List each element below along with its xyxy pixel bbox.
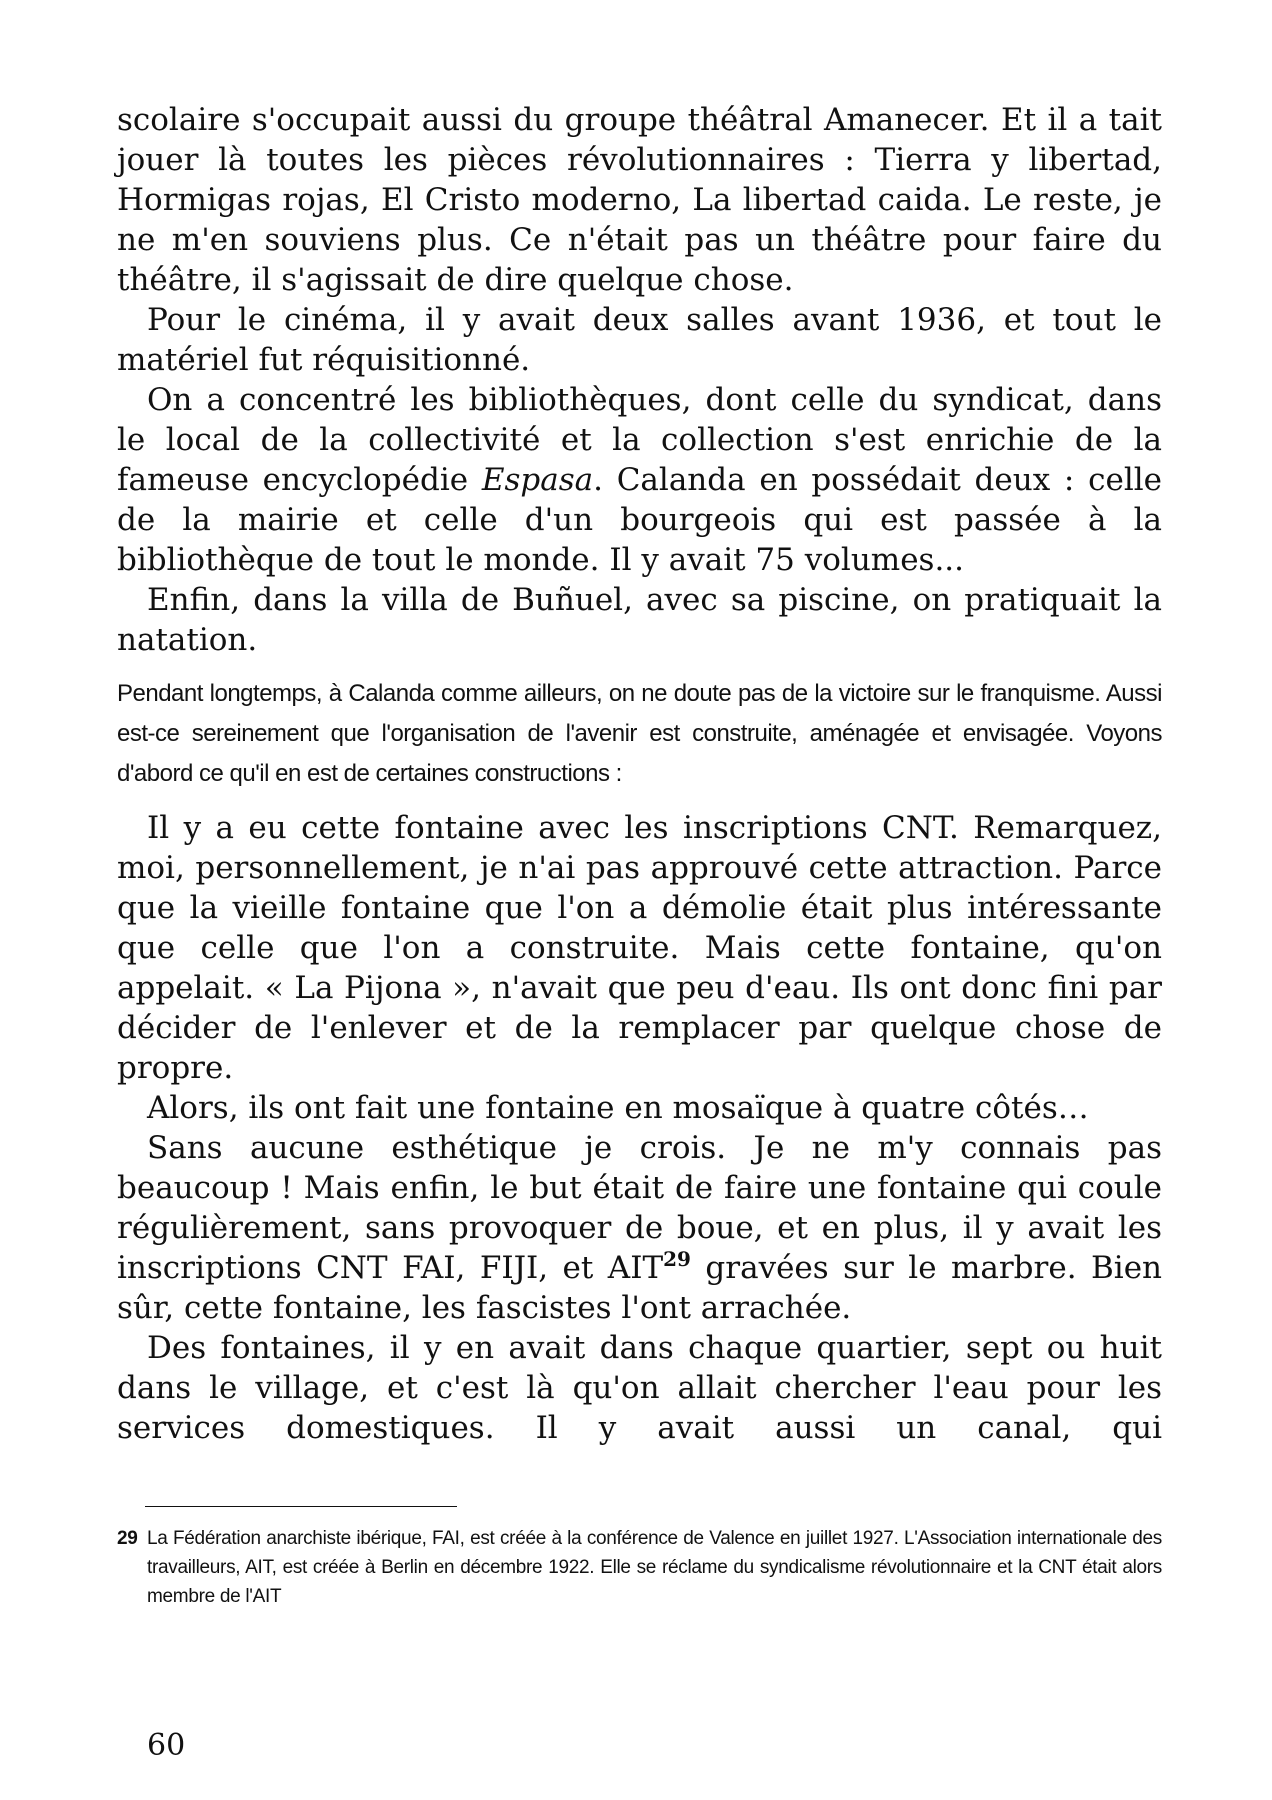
paragraph-fountain: Il y a eu cette fontaine avec les inscriptions CNT. Remarquez, moi, personnellement, je n'ai pas approuvé cette attraction. Parce que la vieille fontaine que l'on a démolie était plus intéressante que celle que l'on a construite. Mais cette fontaine, qu'on appelait. « La Pijona », n'avait que peu d'eau. Ils ont donc fini par décider de l'enlever et de la remplacer par quelque chose de propre. <box>117 810 1162 1086</box>
paragraph-inscriptions-text-1: Sans aucune esthétique je crois. Je ne m'y connais pas beaucoup ! Mais enfin, le but était de faire une fontaine qui coule régulièrement, sans provoquer de boue, et en plus, il y avait les inscriptions CNT FAI, FIJI, et AIT <box>117 1130 1162 1286</box>
footnote-number: 29 <box>117 1528 138 1549</box>
footnote <box>117 1524 1162 1611</box>
paragraph-mosaic: Alors, ils ont fait une fontaine en mosaïque à quatre côtés… <box>147 1090 1089 1126</box>
paragraph-inscriptions <box>117 1128 1162 1328</box>
paragraph-swimming: Enfin, dans la villa de Buñuel, avec sa piscine, on pratiquait la natation. <box>117 582 1162 658</box>
paragraph-libraries <box>117 380 1162 580</box>
paragraph-inscriptions-text-2: gravées sur le marbre. Bien sûr, cette fontaine, les fascistes l'ont arrachée. <box>117 1250 1163 1326</box>
paragraph-cinema: Pour le cinéma, il y avait deux salles avant 1936, et tout le matériel fut réquisitionné. <box>117 302 1162 378</box>
footnote-separator <box>145 1506 457 1507</box>
paragraph-libraries-text-2: . Calanda en possédait deux : celle de la mairie et celle d'un bourgeois qui est passée à la bibliothèque de tout le monde. Il y avait 75 volumes... <box>117 462 1163 578</box>
page-number: 60 <box>147 1728 186 1763</box>
author-commentary: Pendant longtemps, à Calanda comme ailleurs, on ne doute pas de la victoire sur le franquisme. Aussi est-ce sereinement que l'organisation de l'avenir est construite, aménagée et envisagée. Voyons d'abord ce qu'il en est de certaines constructions : <box>117 680 1162 787</box>
page-body <box>117 100 1162 1448</box>
paragraph-fountains-quarters: Des fontaines, il y en avait dans chaque quartier, sept ou huit dans le village, et c'est là qu'on allait chercher l'eau pour les services domestiques. Il y avait aussi un canal, qui <box>117 1330 1162 1446</box>
encyclopedia-title: Espasa <box>481 462 594 498</box>
paragraph-theatre: scolaire s'occupait aussi du groupe théâtral Amanecer. Et il a tait jouer là toutes les pièces révolutionnaires : Tierra y libertad, Hormigas rojas, El Cristo moderno, La libertad caida. Le reste, je ne m'en souviens plus. Ce n'était pas un théâtre pour faire du théâtre, il s'agissait de dire quelque chose. <box>117 102 1162 298</box>
footnote-reference[interactable]: 29 <box>663 1247 691 1271</box>
paragraph-libraries-text-1: On a concentré les bibliothèques, dont celle du syndicat, dans le local de la collectivité et la collection s'est enrichie de la fameuse encyclopédie <box>117 382 1162 498</box>
footnote-text: La Fédération anarchiste ibérique, FAI, est créée à la conférence de Valence en juillet 1927. L'Association internationale des travailleurs, AIT, est créée à Berlin en décembre 1922. Elle se réclame du syndicalisme révolutionnaire et la CNT était alors membre de l'AIT <box>147 1528 1162 1607</box>
